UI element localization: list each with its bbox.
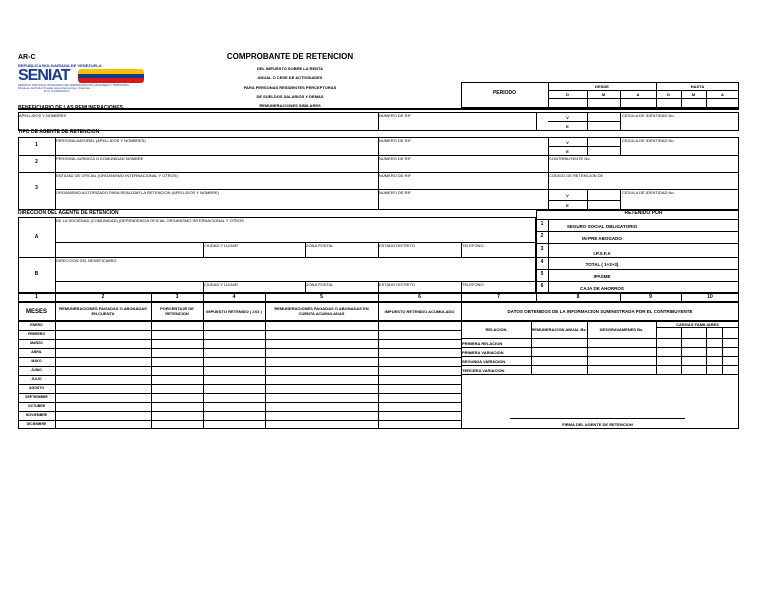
month-label: AGOSTO (28, 386, 45, 390)
month-label: JUNIO (31, 368, 42, 372)
dir-a-ciudad: CIUDAD Y LUGAR (204, 243, 238, 248)
month-row-divider (18, 348, 461, 349)
retenido-4-label: TOTAL ( 1+2+3) (585, 262, 619, 267)
dir-a-telefono: TELEFONO (462, 243, 484, 248)
retenido-5-num: 5 (540, 271, 544, 277)
subtitle-5: REMUNERACIONES SIMILARES (259, 103, 321, 108)
retenido-3-label: I.P.S.F.A (593, 251, 611, 256)
col-num-1: 1 (35, 294, 38, 300)
month-row-divider (18, 330, 461, 331)
month-label: FEBRERO (27, 332, 46, 336)
col-num-5: 5 (320, 294, 323, 300)
month-row-divider (18, 366, 461, 367)
col-num-3: 3 (175, 294, 179, 300)
apellidos-label: APELLIDOS Y NOMBRES (19, 113, 67, 118)
month-label: SEPTIEMBRE (25, 395, 48, 399)
periodo-a1: A (636, 92, 640, 97)
tipo-agente-section: TIPO DE AGENTE DE RETENCION (18, 129, 100, 135)
month-label: MARZO (30, 341, 43, 345)
logo-line1: SERVICIO NACIONAL INTEGRADO DE ADMINISTRACION ADUANERA Y TRIBUTARIA (18, 83, 129, 87)
month-label: DICIEMBRE (26, 422, 47, 426)
dir-b-zona: ZONA POSTAL (306, 282, 334, 287)
dir-a-label: A (34, 234, 39, 240)
beneficiario-section: BENEFICIARIO DE LAS REMUNERACIONES (18, 105, 124, 111)
tipo-row-3-extra: CODIGO DE RETENCION DE (549, 173, 604, 178)
periodo-d1: D (566, 92, 569, 97)
benef-e: E (566, 124, 569, 129)
header-col-6: IMPUESTO RETENIDO ACUMULADO (384, 309, 455, 314)
subtitle-3: PARA PERSONAS RESIDENTES PERCEPTORAS (243, 85, 337, 90)
dir-a-text: DE LA SOCIEDAD (COMUNIDAD) (DEPENDENCIA OFICIAL ORGANISMO INTERNACIONAL Y OTROS (56, 218, 244, 223)
tipo-row-3-label2: ORGANISMO AUTORIZADO PARA REALIZAR LA RETENCION (APELLIDOS Y NOMBRE) (56, 190, 219, 195)
month-row-divider (18, 420, 461, 421)
form-title: COMPROBANTE DE RETENCION (226, 52, 354, 61)
subtitle-2: ANUAL O CESE DE ACTIVIDADES (257, 75, 323, 80)
col-num-6: 6 (418, 294, 421, 300)
datos-row-1: PRIMERA RELACION (462, 341, 503, 346)
col-num-9: 9 (649, 294, 652, 300)
dir-b-text: DIRECCION DEL BENEFICIARIO (56, 258, 117, 263)
header-col-5: REMUNERACIONES PAGADAS O ABONADAS EN CUENTA ACUMULADAS (274, 306, 369, 316)
form-code: AR-C (18, 54, 36, 61)
subtitle-1: DEL IMPUESTO SOBRE LA RENTA (256, 66, 324, 71)
tipo-row-2-label: PERSONA JURIDICA O COMUNIDAD NOMBRE (56, 156, 144, 161)
tipo-row-2-num: 2 (35, 159, 38, 165)
retenido-1-label: SEGURO SOCIAL OBLIGATORIO (566, 224, 638, 229)
logo-line2: Ministerio del Poder Popular para la Economia y Finanzas (18, 86, 90, 90)
retenido-5-label: IPASME (593, 274, 611, 279)
dir-b-label: B (34, 271, 39, 277)
month-label: ABRIL (31, 350, 42, 354)
cedula-label: CEDULA DE IDENTIDAD No. (622, 113, 675, 118)
periodo-m1: M (601, 92, 606, 97)
header-col-7: DATOS OBTENIDOS DE LA INFORMACION SUMINISTRADA POR EL CONTRIBUYENTE (507, 309, 693, 314)
month-row-divider (18, 393, 461, 394)
logo-line3: R.I.F. G-20000303-0 (44, 89, 70, 93)
retenido-2-num: 2 (540, 233, 544, 239)
firma-label: FIRMA DEL AGENTE DE RETENCION (562, 422, 633, 427)
signature-line (510, 418, 685, 419)
tipo-row-1-label: PERSONA NATURAL (APELLIDOS Y NOMBRES) (56, 138, 146, 143)
tipo-row-3-e: E (566, 203, 569, 208)
col-num-7: 7 (497, 294, 500, 300)
retenido-6-label: CAJA DE AHORROS (580, 286, 624, 291)
dir-b-telefono: TELEFONO (462, 282, 484, 287)
tipo-row-1-rif: NUMERO DE RIF (379, 138, 411, 143)
benef-v: V (566, 115, 569, 120)
month-row-divider (18, 411, 461, 412)
header-col-2: REMUNERACIONES PAGADAS O ABONADAS EN CUENTA (59, 306, 147, 316)
datos-desgravamenes: DESGRAVAMENES Bs. (599, 327, 644, 332)
tipo-row-3-label: ENTIDAD DE OFICIAL (ORGANISMO INTERNACIONAL Y OTROS) (56, 173, 178, 178)
meses-header: MESES (25, 309, 47, 315)
retenido-4-num: 4 (540, 259, 544, 265)
periodo-m2: M (691, 92, 696, 97)
dir-b-ciudad: CIUDAD Y LUGAR (204, 282, 238, 287)
header-col-3: PORCENTAJE DE RETENCION (160, 306, 194, 316)
month-label: MAYO (31, 359, 42, 363)
retenido-1-num: 1 (540, 221, 544, 227)
month-row-divider (18, 357, 461, 358)
month-label: ENERO (30, 323, 43, 327)
month-label: JULIO (31, 377, 42, 381)
dir-b-estado: ESTADO DISTRITO (379, 282, 415, 287)
direccion-section: DIRECCION DEL AGENTE DE RETENCION (18, 210, 119, 216)
rif-label: NUMERO DE RIF (379, 113, 411, 118)
tipo-row-3-rif2: NUMERO DE RIF (379, 190, 411, 195)
dir-a-estado: ESTADO DISTRITO (379, 243, 415, 248)
retenido-2-label: IN-PRE ABOGADO (582, 236, 622, 241)
header-col-4: IMPUESTO RETENIDO ( 2X3 ) (206, 309, 262, 314)
subtitle-4: DE SUELDOS SALARIOS Y DEMAS (256, 94, 324, 99)
retenido-por-title: RETENIDO POR (624, 210, 663, 216)
tipo-row-1-e: E (566, 149, 569, 154)
hasta-label: HASTA (690, 84, 705, 89)
datos-relacion: RELACION (485, 327, 507, 332)
tipo-row-3-num: 3 (35, 185, 38, 191)
logo-republic: REPUBLICA BOLIVARIANA DE VENEZUELA (18, 63, 102, 68)
month-row-divider (18, 375, 461, 376)
seniat-logo (18, 63, 148, 97)
tipo-row-2-rif: NUMERO DE RIF (379, 156, 411, 161)
datos-row-3: SEGUNDA VARIACION (462, 359, 506, 364)
col-num-4: 4 (232, 294, 236, 300)
month-row-divider (18, 339, 461, 340)
tipo-row-3-extra2: CEDULA DE IDENTIDAD No. (622, 190, 675, 195)
periodo-d2: D (667, 92, 670, 97)
periodo-a2: A (721, 92, 724, 97)
datos-remuneracion: REMUNERACION ANUAL Bs. (531, 327, 587, 332)
tipo-row-3-v: V (566, 193, 569, 198)
retenido-3-num: 3 (540, 246, 544, 252)
col-num-10: 10 (707, 294, 713, 300)
col-num-2: 2 (101, 294, 105, 300)
tipo-row-1-v: V (566, 140, 569, 145)
month-row-divider (18, 384, 461, 385)
tipo-row-3-rif: NUMERO DE RIF (379, 173, 411, 178)
month-label: OCTUBRE (27, 404, 46, 408)
retenido-6-num: 6 (540, 283, 544, 289)
flag-icon (78, 69, 144, 83)
datos-row-4: TERCERA VARIACION (462, 368, 505, 373)
tipo-row-1-extra: CEDULA DE IDENTIDAD No. (622, 138, 675, 143)
tipo-row-2-extra: CONTRIBUYENTE No. (549, 156, 591, 161)
datos-row-2: PRIMERA VARIACION (462, 350, 504, 355)
periodo-label: PERIODO (492, 90, 517, 96)
datos-cargas: CARGAS FAMILIARES (676, 322, 719, 327)
logo-brand: SENIAT (18, 67, 70, 84)
col-num-8: 8 (576, 294, 580, 300)
dir-a-zona: ZONA POSTAL (306, 243, 334, 248)
tipo-row-1-num: 1 (35, 142, 38, 148)
desde-label: DESDE (595, 84, 609, 89)
month-row-divider (18, 402, 461, 403)
month-label: NOVIEMBRE (25, 413, 48, 417)
